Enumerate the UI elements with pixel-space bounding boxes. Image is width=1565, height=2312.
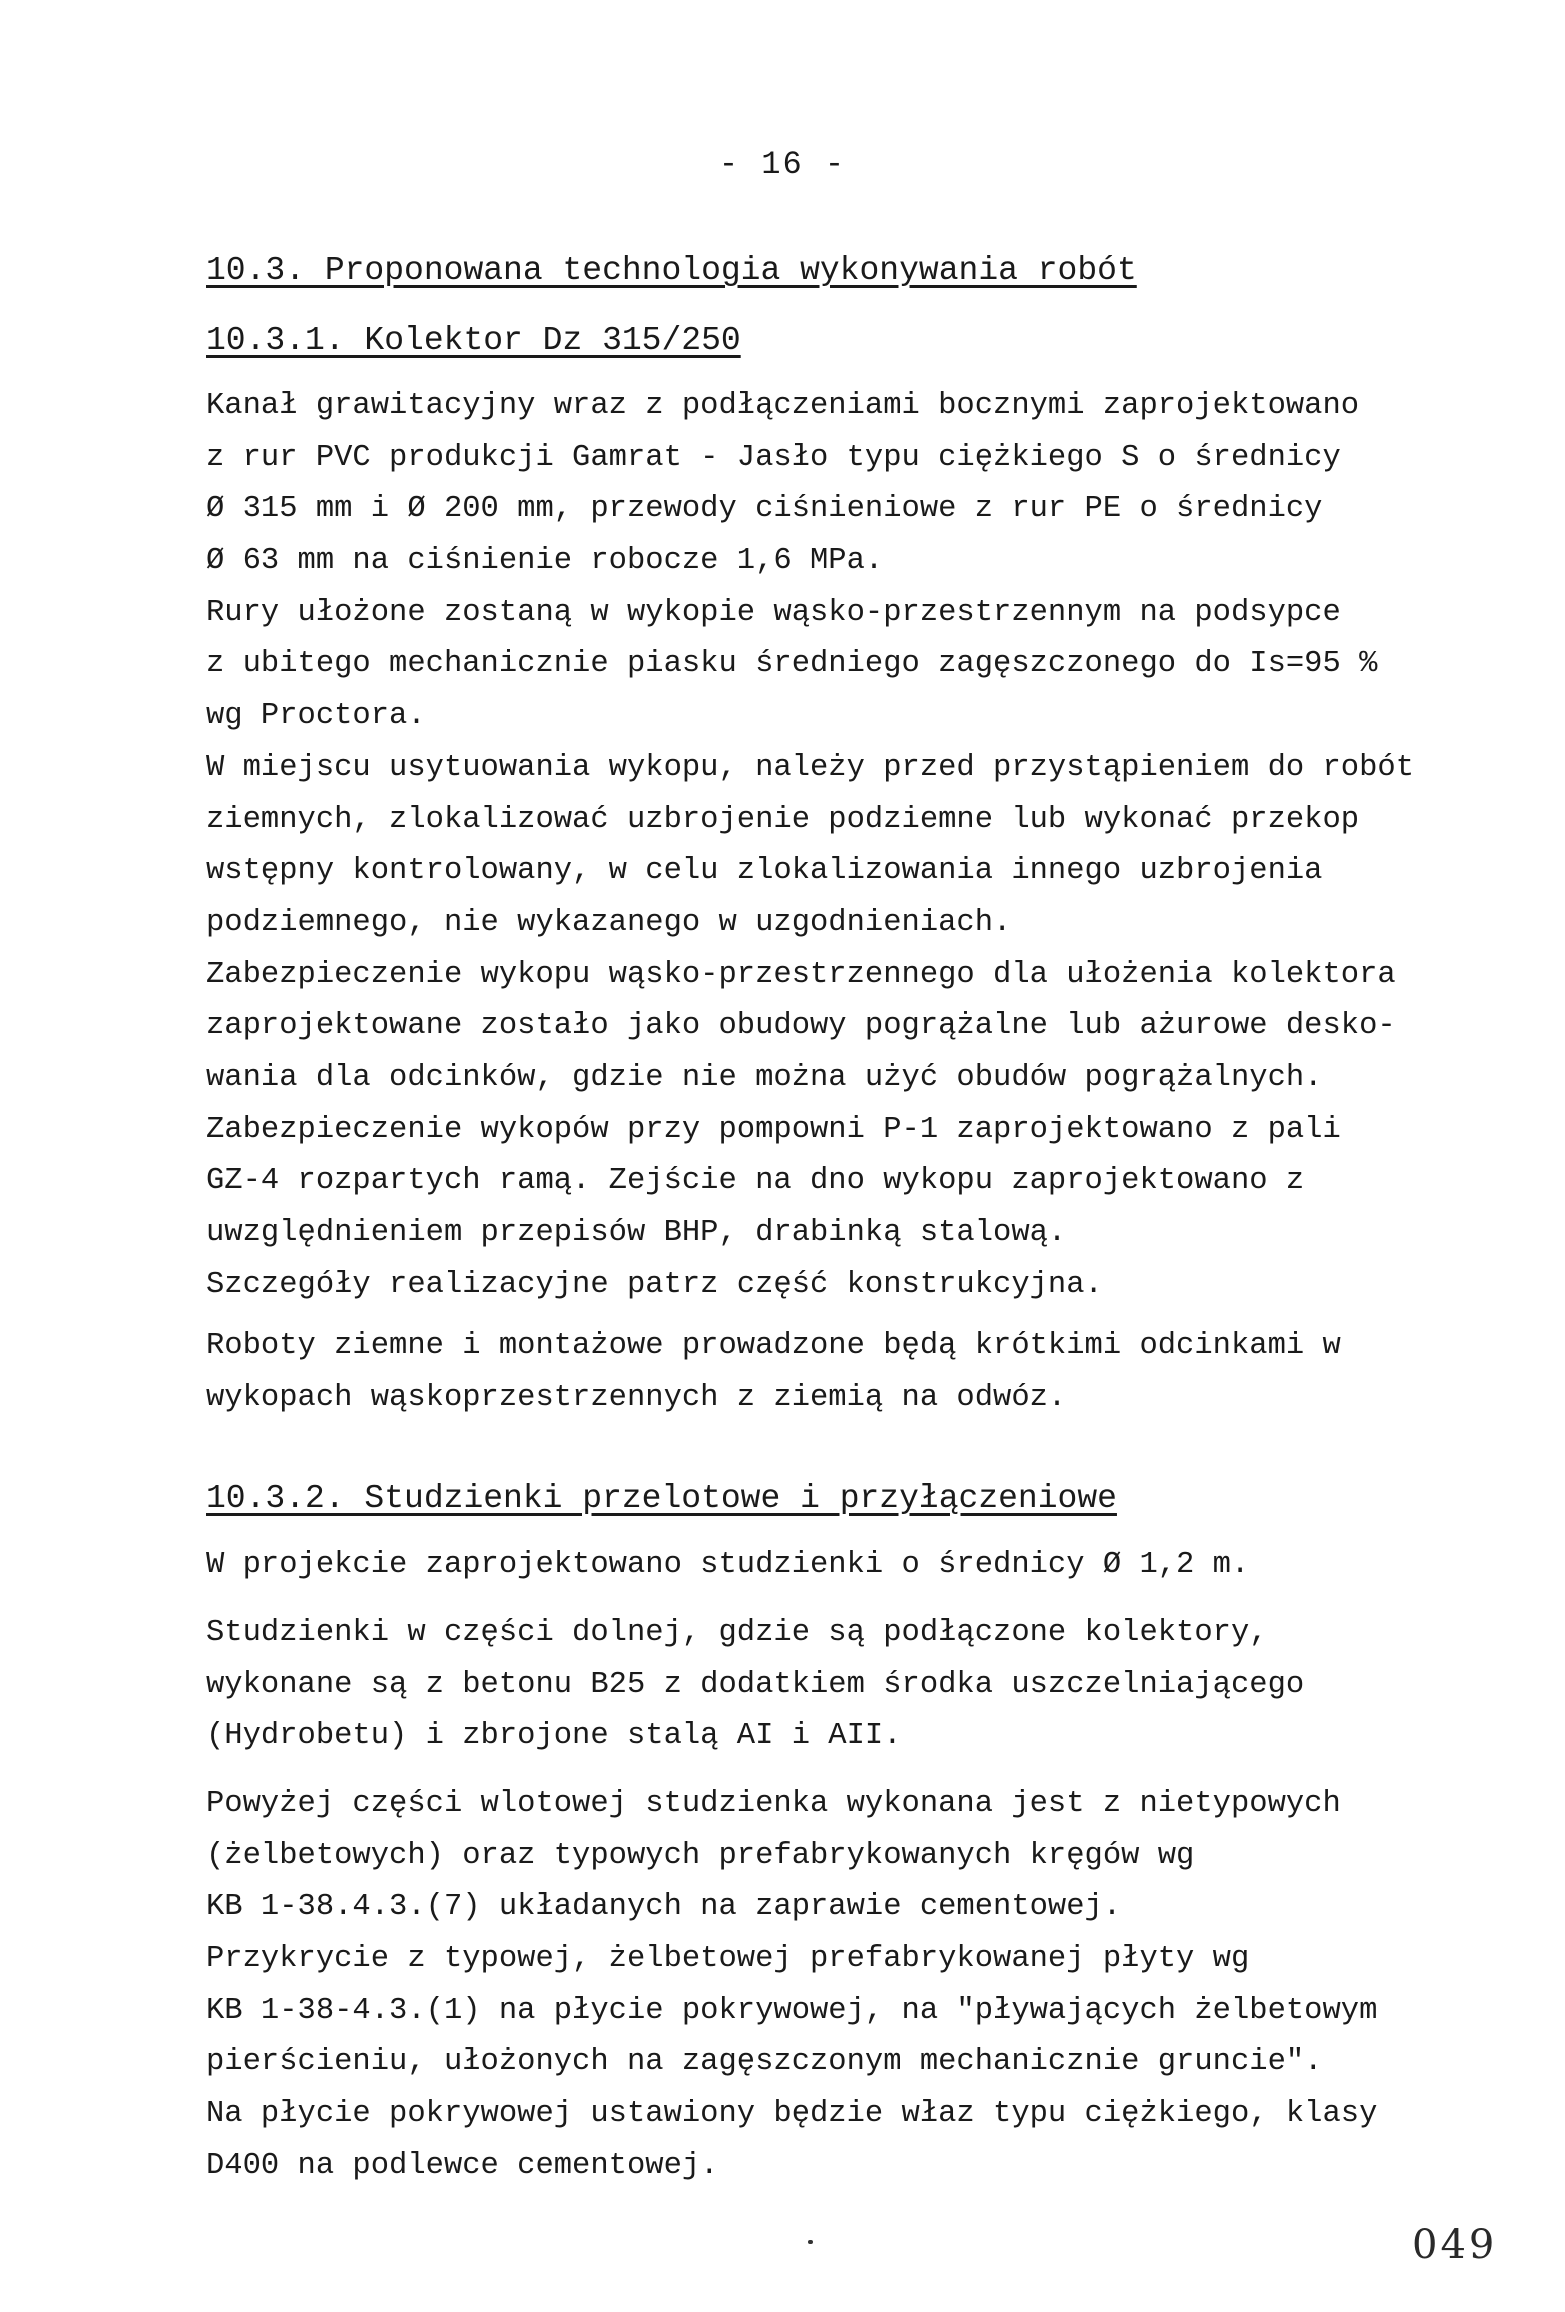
subsection-2-intro: [206, 1540, 1249, 1592]
body-line: Ø 63 mm na ciśnienie robocze 1,6 MPa.: [206, 544, 884, 579]
subsection-1-body: [206, 381, 1414, 1311]
body-line: KB 1-38-4.3.(1) na płycie pokrywowej, na "pływających żelbetowym: [206, 1993, 1378, 2028]
body-line: z rur PVC produkcji Gamrat - Jasło typu ciężkiego S o średnicy: [206, 440, 1341, 475]
body-line: (Hydrobetu) i zbrojone stalą AI i AII.: [206, 1719, 902, 1754]
body-line: podziemnego, nie wykazanego w uzgodnieniach.: [206, 905, 1012, 940]
body-line: Ø 315 mm i Ø 200 mm, przewody ciśnieniowe z rur PE o średnicy: [206, 492, 1323, 527]
body-line: Na płycie pokrywowej ustawiony będzie właz typu ciężkiego, klasy: [206, 2097, 1378, 2132]
body-line: wania dla odcinków, gdzie nie można użyć obudów pogrążalnych.: [206, 1060, 1323, 1095]
body-line: z ubitego mechanicznie piasku średniego zagęszczonego do Is=95 %: [206, 647, 1378, 682]
body-line: GZ-4 rozpartych ramą. Zejście na dno wykopu zaprojektowano z: [206, 1164, 1305, 1199]
body-line: D400 na podlewce cementowej.: [206, 2148, 719, 2183]
section-heading: 10.3. Proponowana technologia wykonywania robót: [206, 252, 1137, 289]
body-line: Zabezpieczenie wykopu wąsko-przestrzennego dla ułożenia kolektora: [206, 957, 1396, 992]
body-line: (żelbetowych) oraz typowych prefabrykowanych kręgów wg: [206, 1838, 1195, 1873]
subsection-2-heading: 10.3.2. Studzienki przelotowe i przyłączeniowe: [206, 1480, 1117, 1517]
body-line: zaprojektowane zostało jako obudowy pogrążalne lub ażurowe desko-: [206, 1009, 1396, 1044]
body-line: KB 1-38.4.3.(7) układanych na zaprawie cementowej.: [206, 1890, 1122, 1925]
body-line: Zabezpieczenie wykopów przy pompowni P-1 zaprojektowano z pali: [206, 1112, 1341, 1147]
body-line: Roboty ziemne i montażowe prowadzone będą krótkimi odcinkami w: [206, 1329, 1341, 1363]
subsection-2-upper-part: [206, 1779, 1377, 2193]
page-number: - 16 -: [718, 146, 847, 183]
sheet-number-stamp: 049: [1412, 2222, 1498, 2268]
body-line: Przykrycie z typowej, żelbetowej prefabrykowanej płyty wg: [206, 1942, 1250, 1977]
body-line: Kanał grawitacyjny wraz z podłączeniami bocznymi zaprojektowano: [206, 389, 1360, 423]
scan-speck: [808, 2240, 813, 2244]
body-line: wykopach wąskoprzestrzennych z ziemią na odwóz.: [206, 1380, 1067, 1415]
body-line: ziemnych, zlokalizować uzbrojenie podziemne lub wykonać przekop: [206, 802, 1360, 837]
subsection-2-lower-part: [206, 1608, 1304, 1763]
body-line: Powyżej części wlotowej studzienka wykonana jest z nietypowych: [206, 1787, 1341, 1821]
body-line: wykonane są z betonu B25 z dodatkiem środka uszczelniającego: [206, 1667, 1305, 1702]
body-line: W miejscu usytuowania wykopu, należy przed przystąpieniem do robót: [206, 750, 1414, 785]
subsection-1-closing: [206, 1321, 1341, 1424]
subsection-1-heading: 10.3.1. Kolektor Dz 315/250: [206, 322, 741, 359]
body-line: W projekcie zaprojektowano studzienki o średnicy Ø 1,2 m.: [206, 1548, 1250, 1582]
body-line: pierścieniu, ułożonych na zagęszczonym mechanicznie gruncie".: [206, 2045, 1323, 2080]
body-line: wstępny kontrolowany, w celu zlokalizowania innego uzbrojenia: [206, 854, 1323, 889]
body-line: Studzienki w części dolnej, gdzie są podłączone kolektory,: [206, 1616, 1268, 1650]
body-line: Szczegóły realizacyjne patrz część konstrukcyjna.: [206, 1267, 1103, 1302]
body-line: Rury ułożone zostaną w wykopie wąsko-przestrzennym na podsypce: [206, 595, 1341, 630]
body-line: uwzględnieniem przepisów BHP, drabinką stalową.: [206, 1216, 1067, 1250]
body-line: wg Proctora.: [206, 699, 426, 734]
